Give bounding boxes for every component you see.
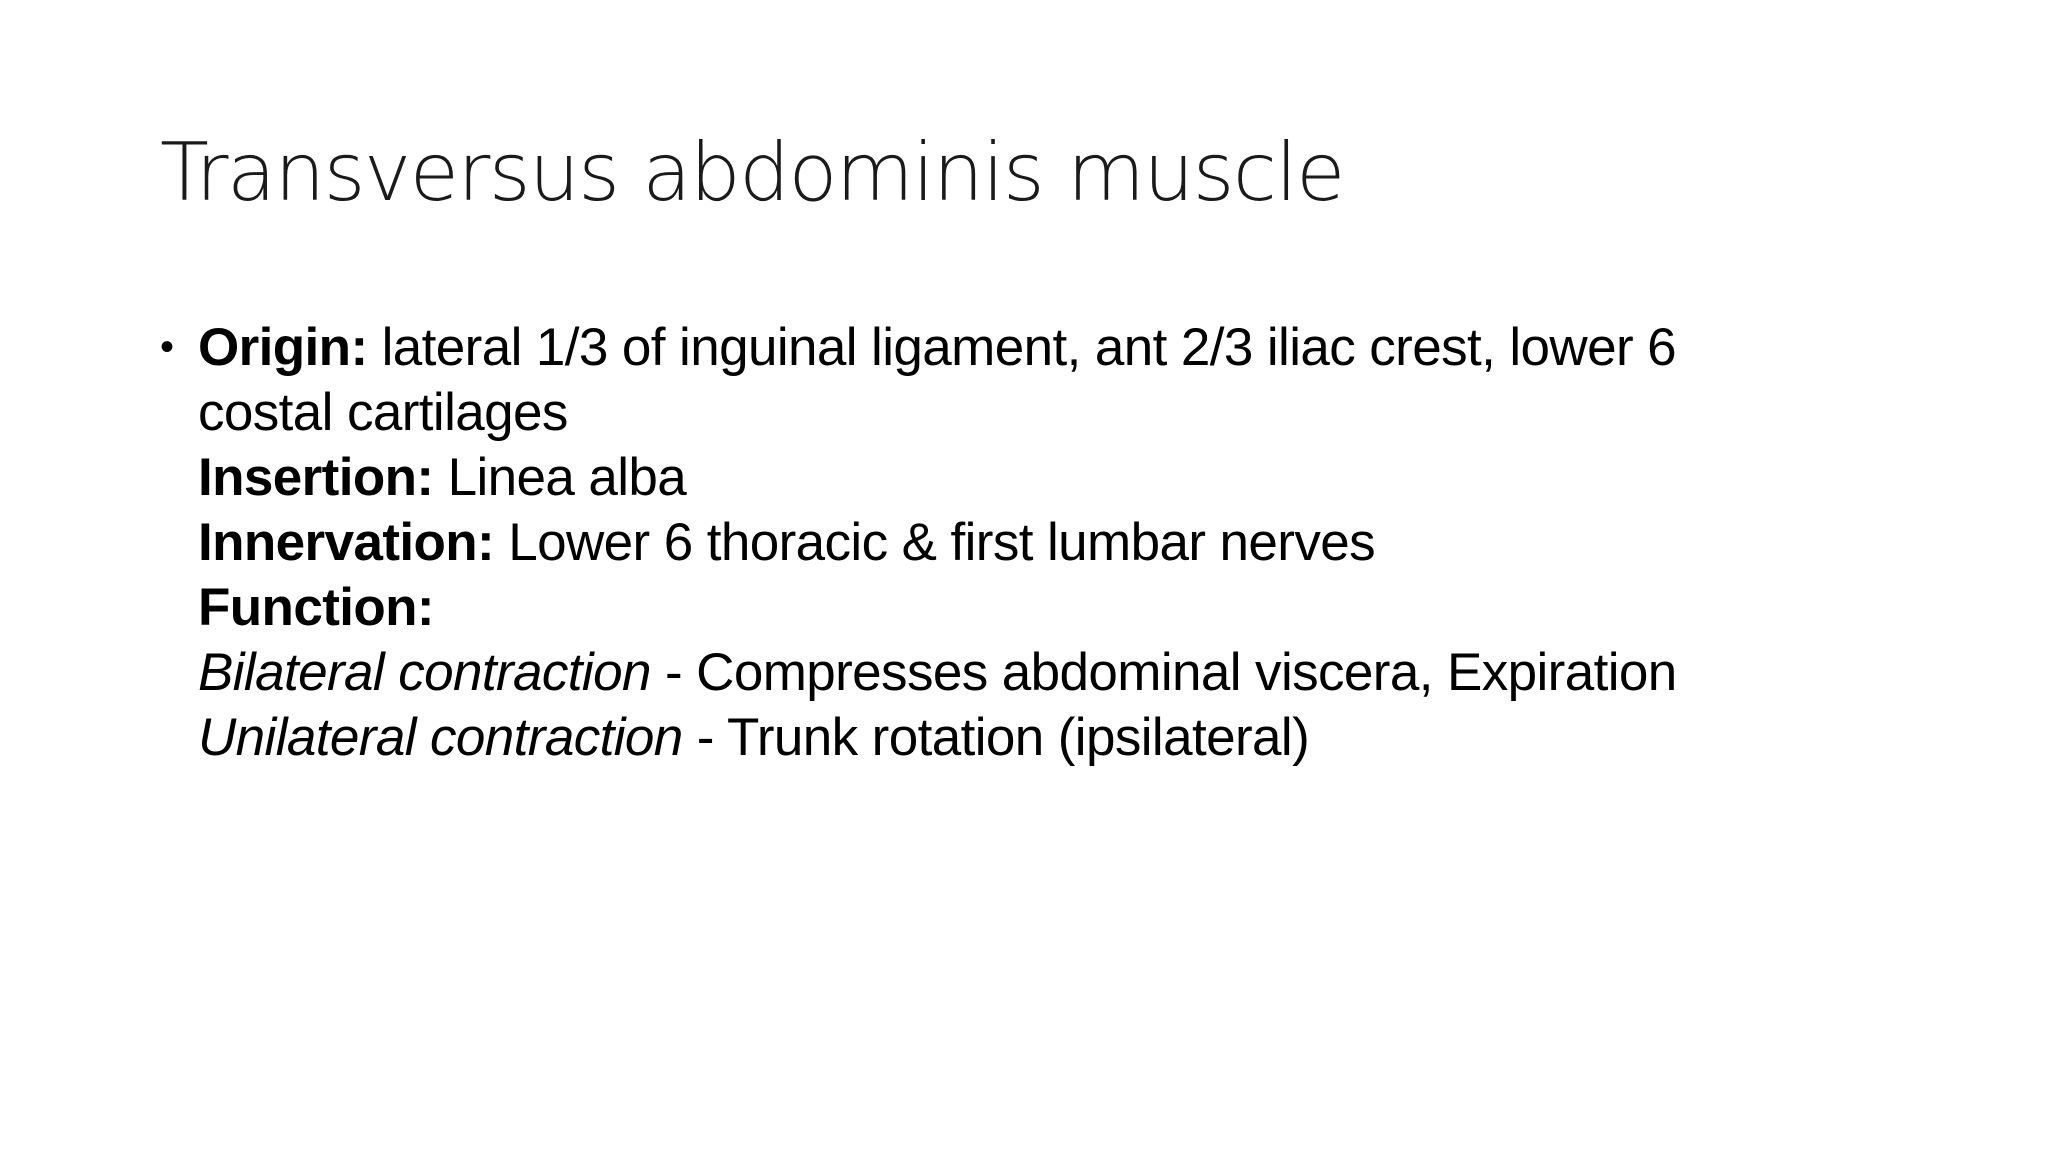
bullet-content (198, 315, 1940, 770)
insertion-label: Insertion: (198, 448, 434, 507)
bilateral-label: Bilateral contraction (198, 643, 651, 702)
innervation-label: Innervation: (198, 513, 495, 572)
bullet-icon: • (160, 325, 174, 369)
insertion-text: Linea alba (433, 448, 687, 507)
bullet-item (160, 315, 1940, 770)
insertion-line (198, 445, 1940, 510)
slide-title: Transversus abdominis muscle (160, 126, 1344, 219)
function-line (198, 575, 1940, 640)
origin-label: Origin: (198, 318, 368, 377)
innervation-text: Lower 6 thoracic & first lumbar nerves (494, 513, 1375, 572)
unilateral-label: Unilateral contraction (198, 708, 683, 767)
function-label: Function: (198, 578, 434, 637)
bilateral-text: - Compresses abdominal viscera, Expiration (650, 643, 1677, 702)
innervation-line (198, 510, 1940, 575)
origin-continuation: costal cartilages (198, 383, 568, 442)
unilateral-line (198, 705, 1940, 770)
unilateral-text: - Trunk rotation (ipsilateral) (682, 708, 1310, 767)
origin-text: lateral 1/3 of inguinal ligament, ant 2/3 iliac crest, lower 6 (367, 318, 1677, 377)
bilateral-line (198, 640, 1940, 705)
origin-line (198, 315, 1940, 380)
slide-body (160, 315, 1940, 770)
